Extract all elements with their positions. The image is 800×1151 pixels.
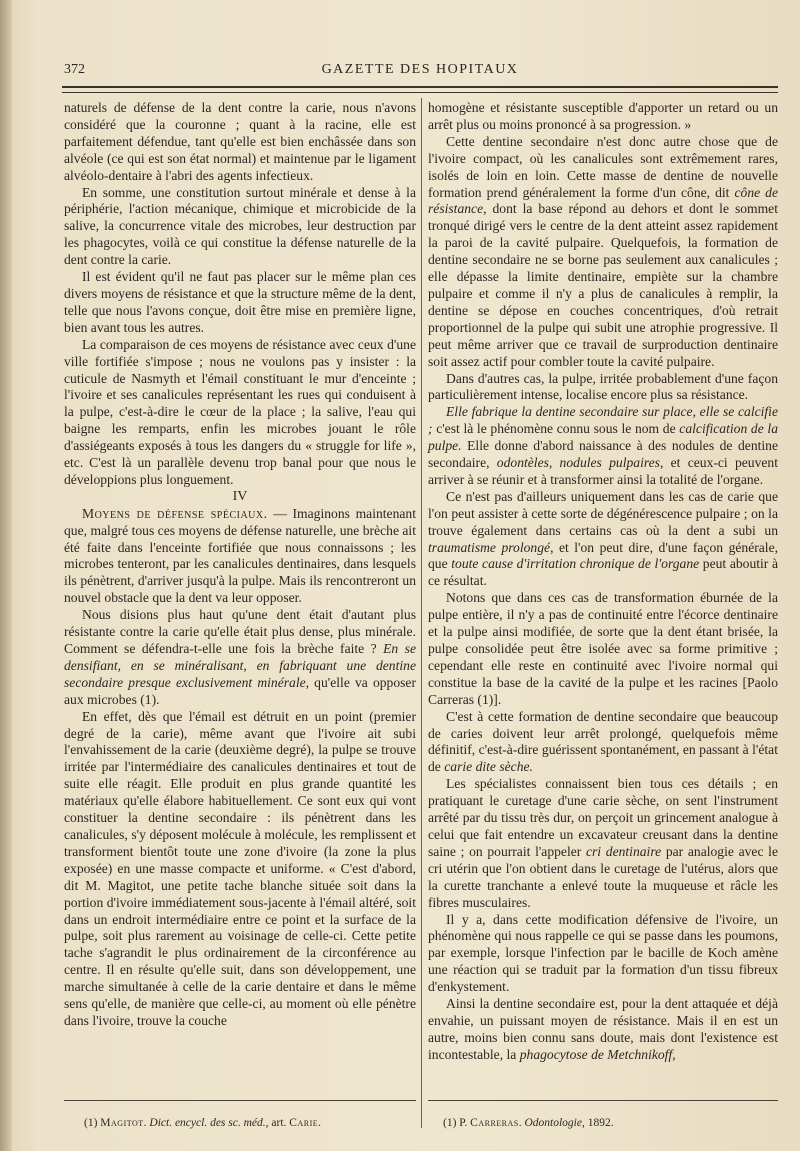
section-number: IV [232,488,248,504]
paragraph: Notons que dans ces cas de transformation éburnée de la pulpe entière, il n'y a pas de continuité entre l'écorce dentinaire et la pulpe ainsi modifiée, de sorte que la dent étant brisée, la pulpe consolidée peut être isolée avec sa forme primitive ; cependant elle reste en continuité avec l'ivoire normal qui constitue la base de la cavité de la pulpe et les racines [Paolo Carreras (1)]. [428,590,778,707]
italic-text: calcification de la pulpe. [428,421,778,454]
paragraph [428,996,778,1064]
footnote-title: Dict. encycl. des sc. méd. [149,1117,266,1129]
paragraph: En effet, dès que l'émail est détruit en un point (premier degré de la carie), même avant que l'ivoire ait subi l'envahissement de la carie (deuxième degré), la pulpe se trouve irritée par l'intermédiaire des canalicules dentinaires et tout de suite elle réagit. Elle produit en plus grande quantité les matériaux qu'elle élabore habituellement. Ce sont eux qui vont constituer la dentine secondaire : ils pénètrent dans les canalicules, s'y déposent molécule à molécule, les remplissent et transforment bientôt toute une zone d'ivoire (la zone la plus exposée) en une masse compacte et uniforme. « C'est d'abord, dit M. Magitot, une petite tache blanche située soit dans la portion d'ivoire immédiatement sous-jacente à l'émail altéré, soit dans un endroit intermédiaire entre ce point et la surface de la pulpe, soit plus rarement au voisinage de celle-ci. Cette petite tache s'agrandit le plus ordinairement de la circonférence au centre. Il en résulte qu'elle suit, dans son développement, une marche simultanée à celle de la carie dentaire et dans le même sens qu'elle, de manière que celle-ci, au moment où elle pénètre dans l'ivoire, trouve la couche [64,708,416,1028]
binding-edge [0,0,12,1151]
paragraph-text: par analogie avec le cri utérin que l'on obtient dans le curetage de l'utérus, alors que la curette tranchante a enlevé toute la muqueuse et râcle les fibres musculaires. [428,843,778,910]
italic-text: carie dite sèche. [444,759,533,775]
paragraph-text: , et l'on peut dire, d'une façon générale, que [428,539,779,572]
paragraph-text: Ainsi la dentine secondaire est, pour la dent attaquée et déjà envahie, un puissant moyen de résistance. Mais il en est un autre, moins bien connu sans doute, mais dont l'existence est incontestable, la [428,996,778,1062]
footnote-rule-right [428,1100,778,1101]
footnote-text: . [318,1117,321,1129]
paragraph-text: , dont la base répond au dehors et dont le sommet tronqué dirigé vers le centre de la dent atteint assez rapidement la paroi de la cavité pulpaire. Quelquefois, la formation de dentine secondaire ne se borne pas seulement aux canalicules ; elle dépasse la limite dentinaire, empiète sur la chambre pulpaire et comme il n'y a plus de canalicules à remplir, la dentine se dépose en couches concentriques, d'où retrait proportionnel de la pulpe qui subit une atrophie progressive. Il peut même arriver que ce travail de surproduction dentinaire soit assez actif pour combler toute la cavité pulpaire. [428,201,778,369]
paragraph: La comparaison de ces moyens de résistance avec ceux d'une ville fortifiée s'impose ; nous ne voulons pas y insister : la cuticule de Nasmyth et l'émail constituant le mur d'enceinte ; l'ivoire et ses canalicules représentant les rues qui conduisent à la pulpe, c'est-à-dire le cœur de la place ; la salive, l'eau qui baigne les remparts, enfin les microbes jouant le rôle d'assiégeants exposés à tous les dangers du « struggle for life », etc. C'est là un parallèle devenu trop banal pour que nous le développions plus longuement. [64,336,416,487]
header-rule [62,86,778,93]
footnote-text: , 1892. [581,1117,614,1129]
footnote-rule-left [64,1100,416,1101]
footnote-marker: (1) P. [443,1117,471,1129]
left-column [64,100,416,1030]
paragraph-text: Elle donne d'abord naissance à des nodules de dentine secondaire, [428,438,778,471]
column-divider [421,98,422,1128]
paragraph-text: qu'elle va opposer aux microbes (1). [64,674,416,707]
footnote-text: . [518,1117,525,1129]
paragraph: En somme, une constitution surtout minérale et dense à la périphérie, l'action mécanique, chimique et microbicide de la salive, la concurrence vitale des microbes, leur destruction par les phagocytes, voilà ce qui constitue la défense naturelle de la dent contre la carie. [64,184,416,268]
page-number: 372 [64,62,85,77]
italic-text: traumatisme prolongé [428,539,551,555]
footnote-title: Odontologie [524,1117,582,1129]
paragraph-text: Les spécialistes connaissent bien tous ces détails ; en pratiquant le curetage d'une carie sèche, on sent l'instrument arrêté par du tissu très dur, on perçoit un grincement analogue à celui que fait entendre un excavateur creusant dans la dentine saine ; on pourrait l'appeler [428,776,778,859]
italic-text: En se densifiant, en se minéralisant, en fabriquant une dentine secondaire presque exclusivement minérale, [64,641,416,690]
footnote-author: Carreras [470,1117,519,1129]
paragraph: homogène et résistante susceptible d'apporter un retard ou un arrêt plus ou moins prononcé à sa progression. » [428,100,778,132]
footnote-author: Magitot [100,1117,144,1129]
italic-text: cône de résistance [428,184,778,217]
paragraph-text: C'est à cette formation de dentine secondaire que beaucoup de caries doivent leur arrêt prolongé, quelquefois même définitif, c'est-à-dire guérissent spontanément, en passant à l'état de [428,708,778,775]
running-title: GAZETTE DES HOPITAUX [321,62,519,77]
italic-text: phagocytose de Metchnikoff, [519,1046,676,1062]
paragraph [428,709,778,777]
paragraph [64,607,416,708]
paragraph [428,134,778,371]
footnote-left [84,1117,414,1129]
footnote-marker: (1) [84,1117,101,1129]
paragraph-text: Cette dentine secondaire n'est donc autre chose que de l'ivoire compact, où les canalicules sont extrêmement rares, isolés de loin en loin. Cette masse de dentine de nouvelle formation prend généralement la forme d'un cône, dit [428,133,778,200]
paragraph-text: — Imaginons maintenant que, malgré tous ces moyens de défense naturelle, une brèche ait été faite dans l'enceinte fortifiée que nous connaissons ; les microbes tenteront, par les canalicules dentinaires, dans lesquels ils pénètrent, d'arriver jusqu'à la pulpe. Mais ils rencontreront un nouvel obstacle que la dent va leur opposer. [64,505,416,606]
paragraph-text: Ce n'est pas d'ailleurs uniquement dans les cas de carie que l'on peut assister à cette sorte de dégénérescence pulpaire ; on la trouve également dans certains cas où la dent a subi un [428,488,778,538]
page-header [64,62,776,82]
italic-text: toute cause d'irritation chronique de l'organe [451,556,700,572]
italic-text: cri dentinaire [585,843,662,859]
paragraph [428,489,778,590]
paragraph [428,404,778,489]
footnote-article: Carie [289,1117,319,1129]
paragraph-text: c'est là le phénomène connu sous le nom de [432,421,680,437]
paragraph-text: Nous disions plus haut qu'une dent était d'autant plus résistante contre la carie qu'elle était plus dense, plus minérale. Comment se défendra-t-elle une fois la brèche faite ? [64,607,416,656]
footnote-text: , art. [265,1117,290,1129]
right-column [428,100,778,1064]
footnote-text: . [143,1117,150,1129]
paragraph [428,776,778,911]
paragraph-text: , et ceux-ci peuvent arriver à se réunir et à transformer ainsi la totalité de l'organe. [428,455,779,487]
paragraph: Il est évident qu'il ne faut pas placer sur le même plan ces divers moyens de résistance et que la structure même de la dent, telle que nous l'avons conçue, doit être mise en première ligne, bien avant tous les autres. [64,269,416,335]
italic-text: odontèles, nodules pulpaires [496,455,660,471]
paragraph [64,506,416,607]
italic-text: Elle fabrique la dentine secondaire sur place, elle se calcifie ; [428,404,778,437]
paragraph: naturels de défense de la dent contre la carie, nous n'avons considéré que la couronne ; quant à la racine, elle est parfaitement défendue, tant qu'elle est bien enchâssée dans son alvéole (ce qui est son état normal) et maintenue par le ligament alvéolo-dentaire à l'abri des agents infectieux. [64,100,416,183]
paragraph-text: peut aboutir à ce résultat. [428,556,778,589]
section-heading: Moyens de défense spéciaux. [82,505,268,521]
paragraph: Il y a, dans cette modification défensive de l'ivoire, un phénomène qui nous rappelle ce qui se passe dans les poumons, par exemple, lorsque l'infection par le bacille de Koch amène une réaction qui se traduit par la formation d'un tissu fibreux d'enkystement. [428,911,778,995]
footnote-right [443,1117,773,1129]
paragraph: Dans d'autres cas, la pulpe, irritée probablement d'une façon particulièrement intense, localise encore plus sa résistance. [428,370,778,403]
